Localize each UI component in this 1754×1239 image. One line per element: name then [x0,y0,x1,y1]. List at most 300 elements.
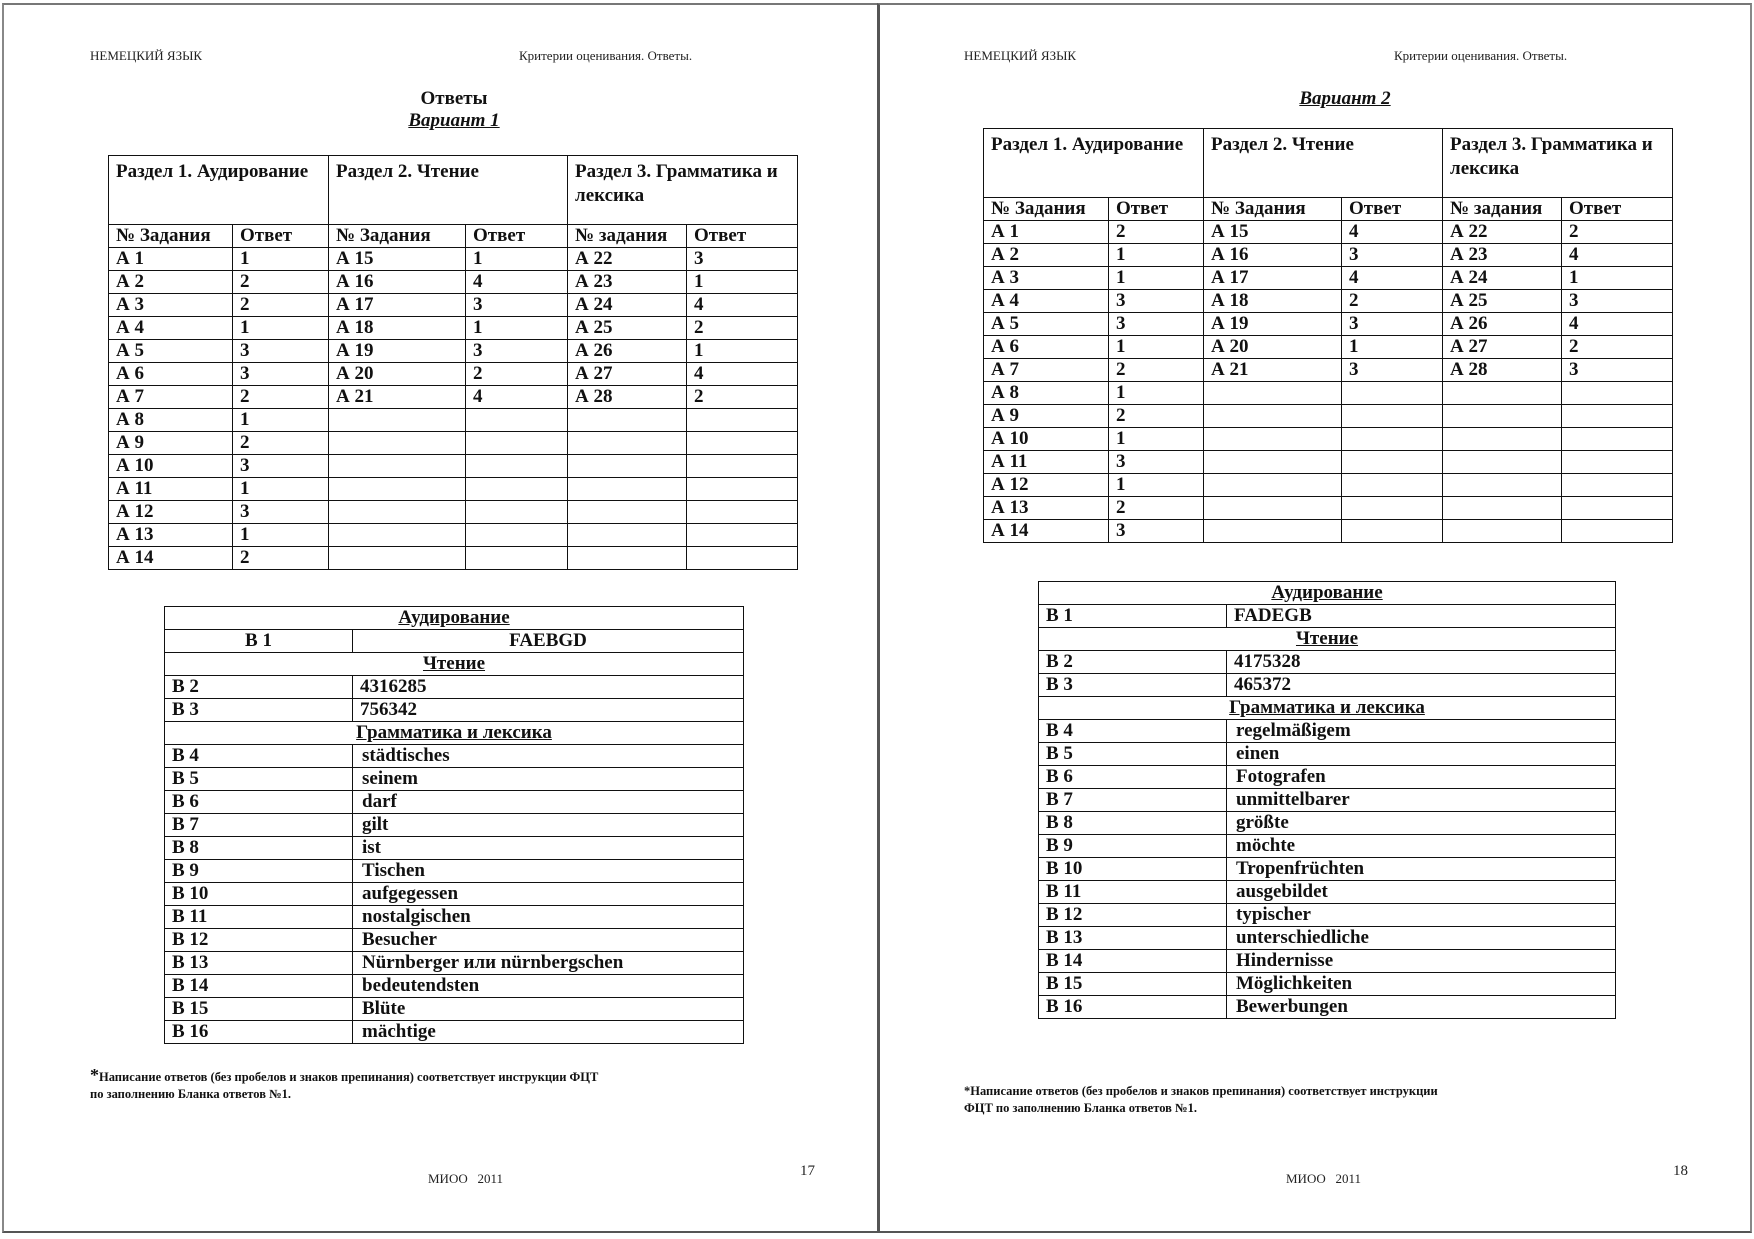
footnote-asterisk: * [90,1065,99,1085]
task-number: А 6 [984,336,1109,359]
task-number: А 7 [984,359,1109,382]
table-row [165,745,744,768]
answer-value: mächtige [353,1021,744,1044]
header-subject: НЕМЕЦКИЙ ЯЗЫК [90,48,203,63]
task-number: В 11 [1039,881,1227,904]
task-number: А 23 [568,271,687,294]
table-row [984,474,1673,497]
answer-value: 3 [233,455,329,478]
answer-value [687,501,798,524]
table-row [984,221,1673,244]
answer-value [1562,405,1673,428]
answer-value: 1 [1109,244,1204,267]
page-title: Ответы [420,88,488,109]
table-row [984,451,1673,474]
grammar-rows [165,745,744,1044]
answer-value: Nürnberger или nürnbergschen [353,952,744,975]
table-row [109,271,798,294]
task-number [568,524,687,547]
answer-value: 3 [1342,313,1443,336]
task-number: А 1 [984,221,1109,244]
answer-value: 3 [1109,290,1204,313]
task-number: А 27 [1443,336,1562,359]
task-number: А 15 [329,248,466,271]
task-number [1443,474,1562,497]
table-row [165,860,744,883]
task-number [1443,520,1562,543]
page-footer: МИОО 2011 [1286,1171,1361,1186]
answer-value [466,524,568,547]
column-header-row [984,198,1673,221]
table-row [109,409,798,432]
answer-value [466,547,568,570]
reading-rows [1039,651,1616,697]
answer-value: 2 [233,271,329,294]
answer-value: 1 [233,317,329,340]
table-row [984,267,1673,290]
task-number: В 8 [1039,812,1227,835]
task-number: В 3 [1039,674,1227,697]
task-number [329,547,466,570]
answer-value: 4 [1562,244,1673,267]
column-header: № Задания [109,225,233,248]
task-number: В 2 [165,676,353,699]
table-row [984,359,1673,382]
task-number [568,432,687,455]
answer-value: 2 [1342,290,1443,313]
task-number: А 27 [568,363,687,386]
task-number: А 23 [1443,244,1562,267]
answer-value: 4 [466,386,568,409]
answer-value: 2 [466,363,568,386]
answer-value: 1 [233,524,329,547]
table-row [1039,973,1616,996]
section-header-grammar: Раздел 3. Грамматика и лексика [568,156,798,225]
task-number: В 11 [165,906,353,929]
answer-value [1342,405,1443,428]
task-number: В 7 [165,814,353,837]
section-title-grammar: Грамматика и лексика [165,722,744,745]
answer-value: 4 [687,294,798,317]
column-header: № Задания [984,198,1109,221]
task-number: А 9 [109,432,233,455]
answer-value: 2 [1109,497,1204,520]
table-row [984,405,1673,428]
task-number: В 8 [165,837,353,860]
section-header-listening: Раздел 1. Аудирование [984,129,1204,198]
table-row [165,998,744,1021]
task-number: А 11 [109,478,233,501]
task-number: А 21 [329,386,466,409]
header-section: Критерии оценивания. Ответы. [519,48,693,63]
task-number [329,409,466,432]
table-row [109,317,798,340]
answer-value: 3 [1562,290,1673,313]
task-number: А 26 [1443,313,1562,336]
task-number: А 21 [1204,359,1342,382]
answer-value: 3 [466,340,568,363]
table-row [1039,835,1616,858]
answer-value [687,524,798,547]
answer-value: 3 [1109,520,1204,543]
answer-value: 2 [233,386,329,409]
task-number: В 6 [1039,766,1227,789]
table-row [109,248,798,271]
table-row [109,478,798,501]
table-row [165,906,744,929]
answer-value: seinem [353,768,744,791]
table-row [1039,996,1616,1019]
answer-value: Tropenfrüchten [1227,858,1616,881]
page-number: 18 [1673,1163,1688,1179]
answer-value: möchte [1227,835,1616,858]
answer-value: 2 [687,317,798,340]
answer-value: 2 [233,432,329,455]
task-number [1443,382,1562,405]
task-number: А 24 [568,294,687,317]
table-row [1039,720,1616,743]
table-row [984,244,1673,267]
page-18 [877,3,1752,1233]
task-number: А 10 [984,428,1109,451]
task-number: А 2 [984,244,1109,267]
task-number [568,478,687,501]
answer-value: 3 [1342,244,1443,267]
task-number: А 28 [568,386,687,409]
task-number: А 10 [109,455,233,478]
answer-value: gilt [353,814,744,837]
answer-value: 1 [466,317,568,340]
task-number [1443,497,1562,520]
answer-value: 4 [1342,267,1443,290]
task-number: А 18 [329,317,466,340]
table-row [165,929,744,952]
column-header: Ответ [1109,198,1204,221]
answer-value: 1 [1109,382,1204,405]
answer-value: 756342 [353,699,744,722]
table-row [984,382,1673,405]
answer-value: FAEBGD [353,630,744,653]
table-row [109,340,798,363]
answer-value: unmittelbarer [1227,789,1616,812]
answer-value [466,501,568,524]
task-number [329,501,466,524]
task-number: А 7 [109,386,233,409]
column-header: № Задания [329,225,466,248]
answer-value: einen [1227,743,1616,766]
answer-rows [109,248,798,570]
page-17 [2,3,877,1233]
task-number: В 15 [1039,973,1227,996]
task-number: А 1 [109,248,233,271]
answer-value: 2 [1109,359,1204,382]
answer-value: typischer [1227,904,1616,927]
table-row [109,432,798,455]
answer-value: 3 [1342,359,1443,382]
answers-table-b [164,606,744,1044]
task-number: А 3 [984,267,1109,290]
answer-value: Möglichkeiten [1227,973,1616,996]
answer-value: Fotografen [1227,766,1616,789]
table-row [165,883,744,906]
table-row [109,294,798,317]
task-number [329,478,466,501]
task-number: А 28 [1443,359,1562,382]
task-number: В 4 [165,745,353,768]
task-number: А 4 [984,290,1109,313]
answers-table-b [1038,581,1616,1019]
column-header-row [109,225,798,248]
task-number: В 6 [165,791,353,814]
answer-value: 3 [466,294,568,317]
answer-value [1342,520,1443,543]
answer-value [1342,382,1443,405]
answer-value: darf [353,791,744,814]
table-row [165,676,744,699]
answer-value: 4316285 [353,676,744,699]
answer-value [1342,497,1443,520]
table-row [165,837,744,860]
answer-value: 1 [1562,267,1673,290]
answer-value: 3 [233,340,329,363]
table-row [109,524,798,547]
answer-value: 1 [233,409,329,432]
table-row [165,814,744,837]
task-number: В 9 [165,860,353,883]
answer-value: 1 [687,271,798,294]
answer-value: 1 [233,478,329,501]
task-number: В 16 [165,1021,353,1044]
task-number: А 16 [329,271,466,294]
task-number: А 17 [1204,267,1342,290]
answer-value: 3 [1109,451,1204,474]
page-footer: МИОО 2011 [428,1171,503,1186]
task-number: В 15 [165,998,353,1021]
answer-value [466,478,568,501]
footnote-line1: Написание ответов (без пробелов и знаков препинания) соответствует инструкции ФЦТ [99,1070,599,1084]
task-number: В 14 [165,975,353,998]
section-title-grammar: Грамматика и лексика [1039,697,1616,720]
answer-value: Tischen [353,860,744,883]
answer-value: 3 [687,248,798,271]
answer-value [687,432,798,455]
task-number: А 24 [1443,267,1562,290]
task-number: А 22 [1443,221,1562,244]
answer-value [1562,451,1673,474]
task-number: А 6 [109,363,233,386]
task-number [329,432,466,455]
table-row [109,501,798,524]
section-title-listening: Аудирование [1039,582,1616,605]
table-row [1039,881,1616,904]
task-number: В 12 [1039,904,1227,927]
task-number: А 14 [109,547,233,570]
task-number [1204,428,1342,451]
table-row [109,386,798,409]
answer-value: 3 [1109,313,1204,336]
task-number [1204,382,1342,405]
task-number: А 19 [329,340,466,363]
table-row [109,455,798,478]
footnote-line2: ФЦТ по заполнению Бланка ответов №1. [964,1101,1197,1115]
task-number: В 3 [165,699,353,722]
answer-value: 465372 [1227,674,1616,697]
task-number: А 25 [1443,290,1562,313]
answer-value [466,409,568,432]
task-number: А 5 [109,340,233,363]
task-number: В 4 [1039,720,1227,743]
answer-value: 2 [687,386,798,409]
task-number: А 18 [1204,290,1342,313]
answer-value: aufgegessen [353,883,744,906]
table-row [1039,789,1616,812]
answer-value: Besucher [353,929,744,952]
task-number [1443,405,1562,428]
task-number: А 13 [984,497,1109,520]
table-row [1039,904,1616,927]
answer-value [466,432,568,455]
section-header-reading: Раздел 2. Чтение [329,156,568,225]
task-number [1204,520,1342,543]
task-number [568,547,687,570]
section-title-reading: Чтение [1039,628,1616,651]
answer-value [687,547,798,570]
task-number [568,501,687,524]
task-number [1443,428,1562,451]
table-row [1039,605,1616,628]
answers-table-a [983,128,1673,543]
answer-value [687,455,798,478]
header-subject: НЕМЕЦКИЙ ЯЗЫК [964,48,1077,63]
answer-value: 3 [1562,359,1673,382]
task-number [568,455,687,478]
answer-value: 4175328 [1227,651,1616,674]
column-header: Ответ [687,225,798,248]
answer-rows [984,221,1673,543]
answer-value: 1 [1109,267,1204,290]
table-row [984,313,1673,336]
answer-value: 1 [466,248,568,271]
section-header-reading: Раздел 2. Чтение [1204,129,1443,198]
task-number: А 3 [109,294,233,317]
answer-value: ausgebildet [1227,881,1616,904]
task-number: В 10 [165,883,353,906]
column-header: Ответ [1562,198,1673,221]
column-header: № задания [1443,198,1562,221]
task-number [1204,474,1342,497]
table-row [109,363,798,386]
answer-value: 3 [233,363,329,386]
task-number [1204,497,1342,520]
answer-value: ist [353,837,744,860]
answer-value [1342,428,1443,451]
answer-value: unterschiedliche [1227,927,1616,950]
task-number: А 19 [1204,313,1342,336]
answer-value: Bewerbungen [1227,996,1616,1019]
variant-title: Вариант 2 [1299,88,1391,109]
task-number [1204,451,1342,474]
table-row [165,1021,744,1044]
answer-value: 2 [233,547,329,570]
answer-value [1342,474,1443,497]
task-number: А 26 [568,340,687,363]
task-number: В 5 [165,768,353,791]
answer-value: 4 [687,363,798,386]
task-number: А 11 [984,451,1109,474]
answer-value [687,409,798,432]
task-number: А 8 [984,382,1109,405]
column-header: № Задания [1204,198,1342,221]
reading-rows [165,676,744,722]
table-row [984,497,1673,520]
task-number: А 12 [984,474,1109,497]
task-number: А 17 [329,294,466,317]
task-number [329,455,466,478]
table-row [1039,812,1616,835]
answer-value: 2 [1562,336,1673,359]
table-row [984,290,1673,313]
answer-value [1562,428,1673,451]
task-number: А 25 [568,317,687,340]
column-header: № задания [568,225,687,248]
table-row [1039,858,1616,881]
answer-value: 1 [1109,474,1204,497]
task-number: В 5 [1039,743,1227,766]
task-number: В 12 [165,929,353,952]
answer-value: 2 [1109,221,1204,244]
answer-value: 1 [233,248,329,271]
variant-title: Вариант 1 [408,110,500,131]
table-row [1039,651,1616,674]
answer-value: nostalgischen [353,906,744,929]
task-number [1204,405,1342,428]
task-number: А 9 [984,405,1109,428]
task-number: А 15 [1204,221,1342,244]
task-number: А 20 [1204,336,1342,359]
answer-value [1562,474,1673,497]
table-row [1039,743,1616,766]
task-number: А 13 [109,524,233,547]
task-number [568,409,687,432]
task-number: А 22 [568,248,687,271]
task-number: В 9 [1039,835,1227,858]
answer-value [466,455,568,478]
answer-value [1562,520,1673,543]
table-row [165,791,744,814]
column-header: Ответ [233,225,329,248]
task-number: В 1 [1039,605,1227,628]
table-row [165,768,744,791]
answer-value: 1 [1342,336,1443,359]
task-number: А 2 [109,271,233,294]
answer-value: 4 [466,271,568,294]
table-row [1039,927,1616,950]
answers-table-a [108,155,798,570]
answer-value [687,478,798,501]
answer-value: bedeutendsten [353,975,744,998]
task-number [1443,451,1562,474]
task-number: В 13 [1039,927,1227,950]
footnote [90,1067,598,1103]
footnote-line1: *Написание ответов (без пробелов и знаков препинания) соответствует инструкции [964,1084,1438,1098]
task-number [329,524,466,547]
header-section: Критерии оценивания. Ответы. [1394,48,1568,63]
answer-value: FADEGB [1227,605,1616,628]
table-row [1039,766,1616,789]
answer-value [1342,451,1443,474]
answer-value: 2 [233,294,329,317]
section-title-listening: Аудирование [165,607,744,630]
